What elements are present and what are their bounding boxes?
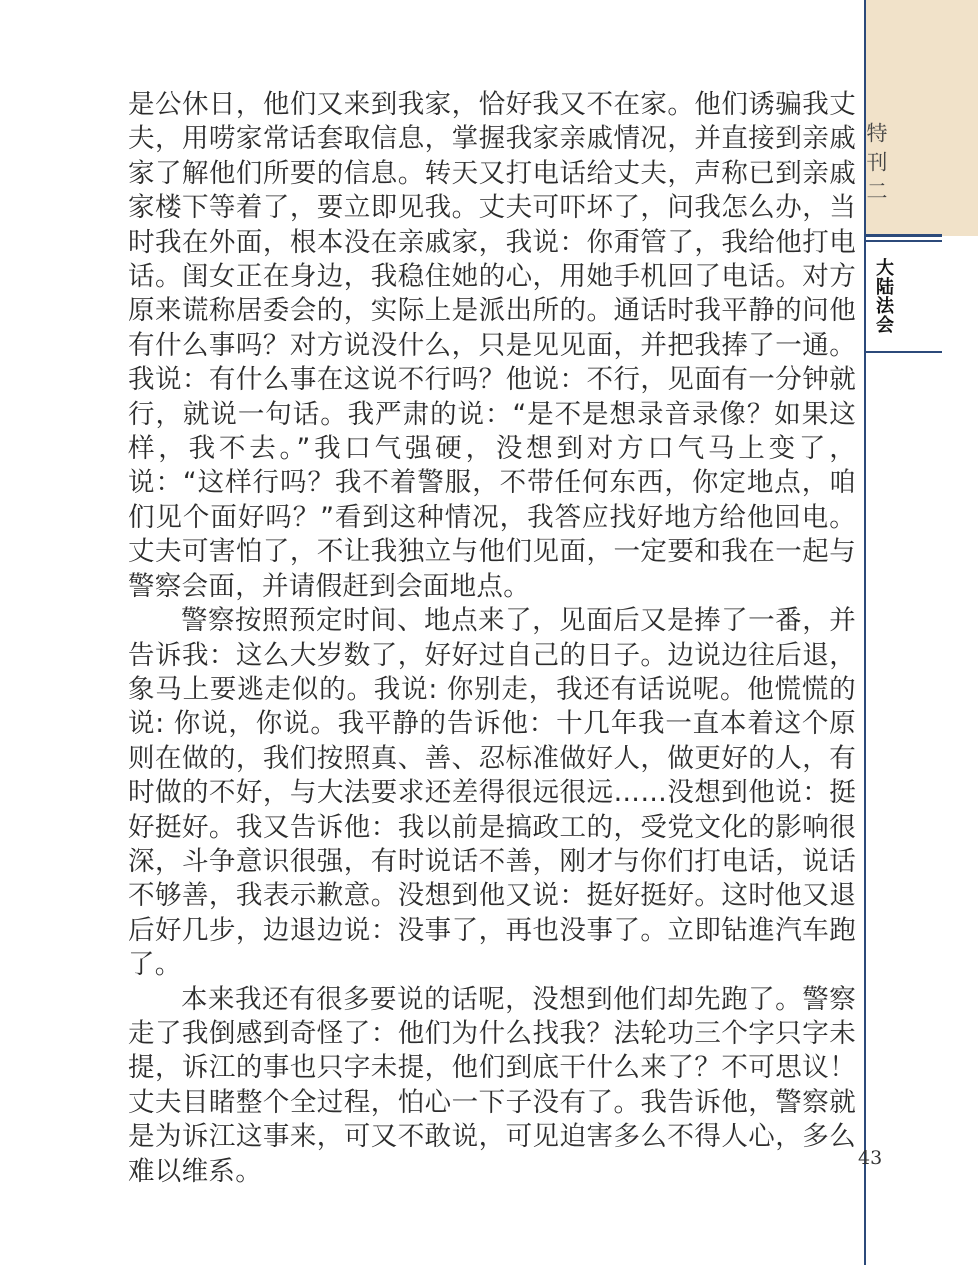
page-number: 43 bbox=[858, 1147, 883, 1169]
article-body bbox=[128, 88, 856, 1189]
tab-divider-top bbox=[866, 234, 942, 237]
tab-divider-bottom bbox=[866, 351, 942, 353]
paragraph-continuation: 是公休日，他们又来到我家，恰好我又不在家。他们诱骗我丈夫，用唠家常话套取信息，掌握我家亲戚情况，并直接到亲戚家了解他们所要的信息。转天又打电话给丈夫，声称已到亲戚家楼下等着了，要立即见我。丈夫可吓坏了，问我怎么办，当时我在外面，根本没在亲戚家，我说：你甭管了，我给他打电话。闺女正在身边，我稳住她的心，用她手机回了电话。对方原来谎称居委会的，实际上是派出所的。通话时我平静的问他有什么事吗？对方说没什么，只是见见面，并把我捧了一通。我说：有什么事在这说不行吗？他说：不行，见面有一分钟就行，就说一句话。我严肃的说：“是不是想录音录像？如果这样，我不去。”我口气强硬，没想到对方口气马上变了，说：“这样行吗？我不着警服，不带任何东西，你定地点，咱们见个面好吗？”看到这种情况，我答应找好地方给他回电。丈夫可害怕了，不让我独立与他们见面，一定要和我在一起与警察会面，并请假赶到会面地点。 bbox=[128, 89, 856, 602]
section-label: 大陆法会 bbox=[873, 258, 894, 334]
issue-label: 特刊二 bbox=[864, 122, 888, 209]
tab-divider-top-thin bbox=[866, 240, 942, 242]
paragraph: 本来我还有很多要说的话呢，没想到他们却先跑了。警察走了我倒感到奇怪了：他们为什么找我？法轮功三个字只字未提，诉江的事也只字未提，他们到底干什么来了？不可思议！丈夫目睹整个全过程，怕心一下子没有了。我告诉他，警察就是为诉江这事来，可又不敢说，可见迫害多么不得人心，多么难以维系。 bbox=[128, 983, 856, 1187]
paragraph: 警察按照预定时间、地点来了，见面后又是捧了一番，并告诉我：这么大岁数了，好好过自己的日子。边说边往后退，象马上要逃走似的。我说: 你别走，我还有话说呢。他慌慌的说: 你说，你说。我平静的告诉他：十几年我一直本着这个原则在做的，我们按照真、善、忍标准做好人，做更好的人，有时做的不好，与大法要求还差得很远很远……没想到他说：挺好挺好。我又告诉他：我以前是搞政工的，受党文化的影响很深，斗争意识很强，有时说话不善，刚才与你们打电话，说话不够善，我表示歉意。没想到他又说：挺好挺好。这时他又退后好几步，边退边说：没事了，再也没事了。立即钻進汽车跑了。 bbox=[128, 605, 856, 981]
